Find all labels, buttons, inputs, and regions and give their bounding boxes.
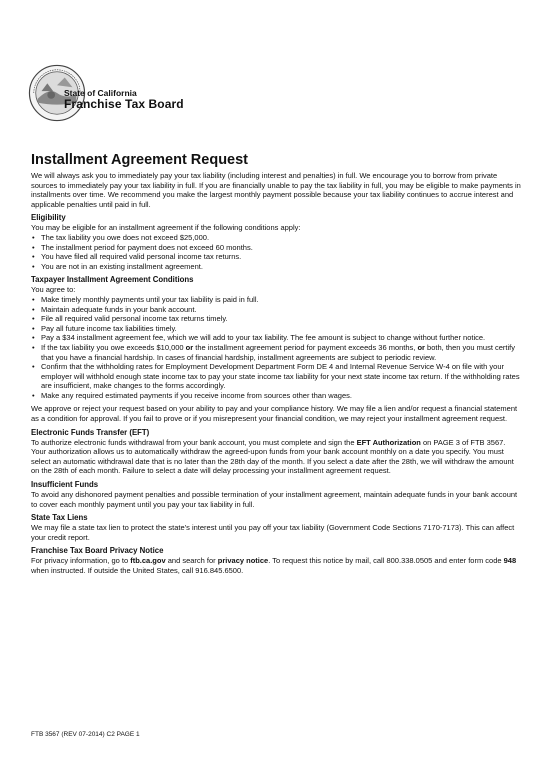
hardship-text-c: both, then you must certify that you have a financial hardship. In cases of financial hardship, installment agreements are subject to periodic review. xyxy=(41,342,516,362)
eft-authorization-ref: EFT Authorization xyxy=(356,437,421,447)
agency-name xyxy=(64,88,184,111)
eft-heading: Electronic Funds Transfer (EFT) xyxy=(31,427,150,437)
eligibility-heading: Eligibility xyxy=(31,213,66,223)
eft-text-a: To authorize electronic funds withdrawal from your bank account, you must complete and sign the xyxy=(31,437,357,447)
privacy-text-d: when instructed. If outside the United States, call 916.845.6500. xyxy=(31,566,244,575)
list-item: • The tax liability you owe does not exceed $25,000. xyxy=(31,233,521,243)
list-item: • File all required valid personal income tax returns timely. xyxy=(31,314,521,324)
state-tax-liens-heading: State Tax Liens xyxy=(31,513,88,523)
eligibility-list xyxy=(31,233,521,271)
list-item: • You are not in an existing installment agreement. xyxy=(31,262,521,272)
list-item: • You have filed all required valid personal income tax returns. xyxy=(31,252,521,262)
eligibility-lead: You may be eligible for an installment agreement if the following conditions apply: xyxy=(31,223,301,233)
privacy-heading: Franchise Tax Board Privacy Notice xyxy=(31,546,164,556)
hardship-text-a: If the tax liability you owe exceeds $10,000 xyxy=(41,342,186,352)
intro-paragraph: We will always ask you to immediately pay your tax liability (including interest and penalties) in full. We encourage you to borrow from private sources to immediately pay your tax liability in full. If you are financially unable to pay the tax liability in full, you may be eligible to make payments in installments over time. We recommend you make the largest monthly payment possible because your tax liability continues to accrue interest and applicable penalties until paid in full. xyxy=(31,171,521,209)
hardship-text-b: the installment agreement period for payment exceeds 36 months, xyxy=(193,342,418,352)
conditions-section xyxy=(31,275,521,400)
conditions-list xyxy=(31,295,521,401)
state-tax-liens-paragraph: We may file a state tax lien to protect the state's interest until you pay off your tax liability (Government Code Sections 7170-7173). This can affect your credit report. xyxy=(31,523,515,542)
privacy-text-c: . To request this notice by mail, call 800.338.0505 and enter form code xyxy=(268,556,504,566)
eligibility-section xyxy=(31,213,521,271)
list-item: • Pay all future income tax liabilities timely. xyxy=(31,324,521,334)
hardship-or-1: or xyxy=(185,342,194,352)
form-content xyxy=(31,152,521,580)
list-item: • Make timely monthly payments until your tax liability is paid in full. xyxy=(31,295,521,305)
privacy-search-term: privacy notice xyxy=(217,556,269,566)
eft-text-b: on PAGE 3 of FTB 3567. Your authorization allows us to automatically withdraw the agreed-upon funds from your bank account monthly on a date you specify. You must select an automatic withdrawal date that is no later than the 28th day of the month. If you select a date after the 28th, we will withdraw the amount on the 28th of each month. Failure to select a date will delay processing your installment agreement request. xyxy=(31,437,514,476)
list-item xyxy=(31,343,521,362)
eft-paragraph xyxy=(31,438,521,476)
conditions-heading: Taxpayer Installment Agreement Conditions xyxy=(31,275,194,285)
eft-section xyxy=(31,428,521,476)
insufficient-funds-heading: Insufficient Funds xyxy=(31,480,99,490)
form-code: 948 xyxy=(503,556,517,566)
state-name: State of California xyxy=(64,88,137,98)
list-item: • Make any required estimated payments if you receive income from sources other than wages. xyxy=(31,391,521,401)
board-name: Franchise Tax Board xyxy=(64,97,184,111)
form-footer: FTB 3567 (REV 07-2014) C2 PAGE 1 xyxy=(31,731,140,738)
ftb-website-link[interactable]: ftb.ca.gov xyxy=(130,556,166,566)
approval-paragraph: We approve or reject your request based on your ability to pay and your compliance history. We may file a lien and/or request a financial statement as a condition for approval. If you fail to prove or if you misrepresent your financial condition, we may reject your installment agreement request. xyxy=(31,404,518,424)
insufficient-funds-section xyxy=(31,480,521,509)
list-item: • The installment period for payment does not exceed 60 months. xyxy=(31,243,521,253)
privacy-paragraph xyxy=(31,556,521,575)
privacy-text-b: and search for xyxy=(165,556,218,566)
page-title: Installment Agreement Request xyxy=(31,152,249,168)
hardship-or-2: or xyxy=(417,342,425,352)
conditions-lead: You agree to: xyxy=(31,285,76,295)
state-tax-liens-section xyxy=(31,513,521,542)
list-item: • Maintain adequate funds in your bank account. xyxy=(31,305,521,315)
list-item: • Pay a $34 installment agreement fee, which we will add to your tax liability. The fee amount is subject to change without further notice. xyxy=(31,333,521,343)
privacy-text-a: For privacy information, go to xyxy=(31,556,131,566)
insufficient-funds-paragraph: To avoid any dishonored payment penalties and possible termination of your installment agreement, maintain adequate funds in your bank account to cover each monthly payment until you pay your tax liability in full. xyxy=(31,490,518,509)
list-item: • Confirm that the withholding rates for Employment Development Department Form DE 4 and Internal Revenue Service W-4 on file with your employer will withhold enough state income tax to pay your state income tax liability for your next state income tax return. If the withholding rates are insufficient, make changes to the forms accordingly. xyxy=(31,362,521,391)
privacy-section xyxy=(31,546,521,575)
